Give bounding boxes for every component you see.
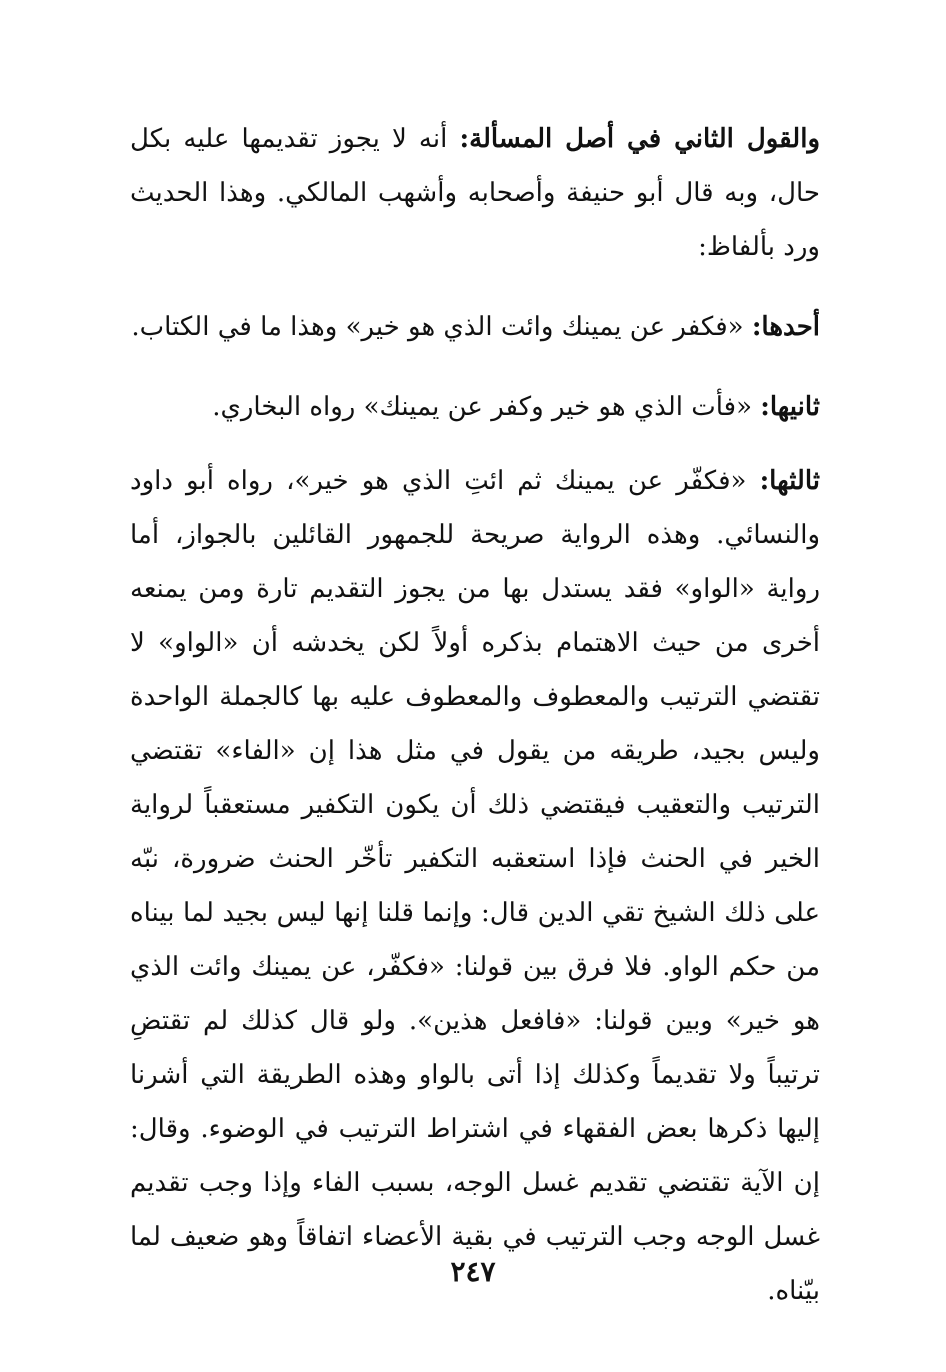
paragraph-third-wording <box>130 454 820 1318</box>
paragraph-text: «فأت الذي هو خير وكفر عن يمينك» رواه البخاري. <box>212 392 761 422</box>
paragraph-lead: أحدها: <box>751 312 820 342</box>
paragraph-second-wording <box>130 380 820 434</box>
page-number: ٢٤٧ <box>450 1255 496 1288</box>
paragraph-second-opinion <box>130 112 820 274</box>
paragraph-lead: ثانيها: <box>760 392 820 422</box>
paragraph-text: «فكفر عن يمينك وائت الذي هو خير» وهذا ما في الكتاب. <box>131 312 752 342</box>
page-body <box>130 112 820 1318</box>
paragraph-lead: ثالثها: <box>759 466 820 496</box>
paragraph-first-wording <box>130 300 820 354</box>
paragraph-text: «فكفّر عن يمينك ثم ائتِ الذي هو خير»، رواه أبو داود والنسائي. وهذه الرواية صريحة للجمهور القائلين بالجواز، أما رواية «الواو» فقد يستدل بها من يجوز التقديم تارة ومن يمنعه أخرى من حيث الاهتمام بذكره أولاً لكن يخدشه أن «الواو» لا تقتضي الترتيب والمعطوف والمعطوف عليه بها كالجملة الواحدة وليس بجيد، طريقه من يقول في مثل هذا إن «الفاء» تقتضي الترتيب والتعقيب فيقتضي ذلك أن يكون التكفير مستعقباً لرواية الخير في الحنث فإذا استعقبه التكفير تأخّر الحنث ضرورة، نبّه على ذلك الشيخ تقي الدين قال: وإنما قلنا إنها ليس بجيد لما بيناه من حكم الواو. فلا فرق بين قولنا: «فكفّر، عن يمينك وائت الذي هو خير» وبين قولنا: «فافعل هذين». ولو قال كذلك لم تقتضِ ترتيباً ولا تقديماً وكذلك إذا أتى بالواو وهذه الطريقة التي أشرنا إليها ذكرها بعض الفقهاء في اشتراط الترتيب في الوضوء. وقال: إن الآية تقتضي تقديم غسل الوجه، بسبب الفاء وإذا وجب تقديم غسل الوجه وجب الترتيب في بقية الأعضاء اتفاقاً وهو ضعيف لما بيّناه. <box>130 466 820 1306</box>
paragraph-text: أنه لا يجوز تقديمها عليه بكل حال، وبه قال أبو حنيفة وأصحابه وأشهب المالكي. وهذا الحديث ورد بألفاظ: <box>130 124 820 262</box>
paragraph-lead: والقول الثاني في أصل المسألة: <box>459 124 821 154</box>
